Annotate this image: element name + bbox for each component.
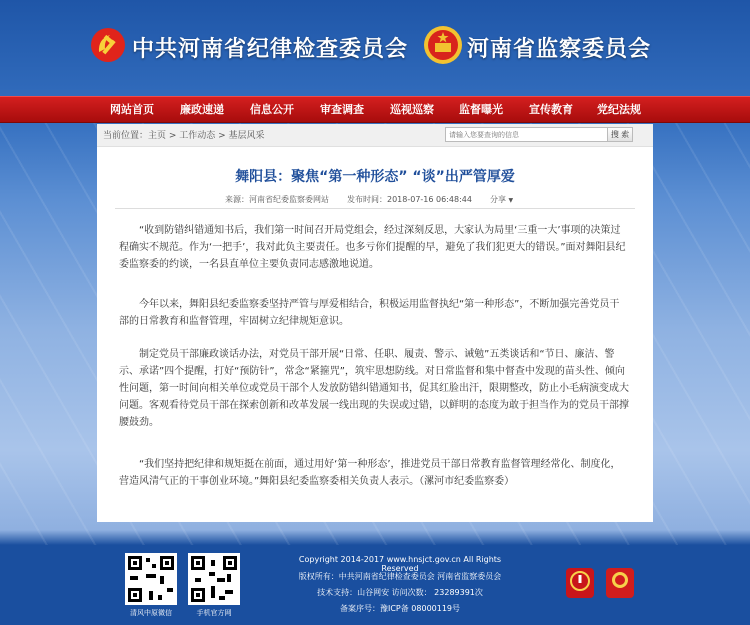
national-emblem-icon: [423, 24, 463, 66]
footer-copyright: Copyright 2014-2017 www.hnsjct.gov.cn All Rights Reserved: [298, 555, 502, 573]
breadcrumb-prefix: 当前位置：: [103, 131, 149, 141]
breadcrumb: [103, 128, 265, 141]
qr-label-mobile: 手机官方网: [196, 609, 232, 617]
article-paragraph: “收到防错纠错通知书后，我们第一时间召开局党组会，经过深刻反思，大家认为局里‘三重一大’事项的决策过程确实不规范。作为‘一把手’，我对此负主要责任。也多亏你们提醒的早，避免了我们犯更大的错误。”面对舞阳县纪委监察委的约谈，一名县直单位主要负责同志感激地说道。: [119, 225, 626, 270]
footer-owner: 版权所有：中共河南省纪律检查委员会 河南省监察委员会: [298, 572, 502, 581]
qr-code-icon: [188, 553, 240, 605]
chevron-down-icon: ▼: [508, 197, 514, 204]
nav-item-inspection[interactable]: 巡视巡察: [390, 103, 434, 116]
breadcrumb-path[interactable]: 主页 > 工作动态 > 基层风采: [148, 131, 265, 141]
search-input[interactable]: [445, 127, 609, 142]
nav-item-disclosure[interactable]: 信息公开: [250, 103, 294, 116]
header-title-right: 河南省监察委员会: [467, 37, 652, 62]
qr-code-icon: [125, 553, 177, 605]
gov-error-icon: [566, 568, 594, 598]
site-header: [0, 0, 750, 96]
gov-badge-right[interactable]: [606, 568, 634, 598]
gov-site-icon: [606, 568, 634, 598]
article-panel: [97, 124, 653, 522]
nav-item-home[interactable]: 网站首页: [110, 103, 154, 116]
nav-item-news[interactable]: 廉政速递: [180, 103, 224, 116]
article-publish-time: 发布时间：2018-07-16 06:48:44: [347, 195, 472, 204]
qr-code-mobile: [188, 553, 240, 605]
footer-support: 技术支持：山谷网安 访问次数： 23289391次: [317, 588, 483, 597]
article-source: 来源：河南省纪委监察委网站: [225, 195, 329, 204]
title-divider: [115, 208, 635, 209]
footer-icp: 备案序号：豫ICP备 08000119号: [339, 604, 461, 613]
breadcrumb-bar: [97, 124, 653, 147]
main-nav: [0, 96, 750, 123]
party-emblem-icon: [90, 27, 126, 63]
nav-item-education[interactable]: 宣传教育: [529, 103, 573, 116]
share-dropdown[interactable]: [490, 194, 513, 205]
article-paragraph: “我们坚持把纪律和规矩挺在前面，通过用好‘第一种形态’，推进党员干部日常教育监督管理经常化、制度化，营造风清气正的干事创业环境。”舞阳县纪委监察委相关负责人表示。（漯河市纪委监察委）: [119, 459, 621, 487]
nav-item-investigation[interactable]: 审查调查: [320, 103, 364, 116]
article-title: 舞阳县：聚焦“第一种形态” “谈”出严管厚爱: [235, 169, 515, 185]
article-paragraph: 今年以来，舞阳县纪委监察委坚持严管与厚爱相结合，积极运用监督执纪“第一种形态”，不断加强完善党员干部的日常教育和监督管理，牢固树立纪律规矩意识。: [119, 299, 620, 327]
search-button[interactable]: 搜 索: [607, 127, 633, 142]
qr-code-wechat: [125, 553, 177, 605]
nav-item-exposure[interactable]: 监督曝光: [459, 103, 503, 116]
gov-badge-left[interactable]: [566, 568, 594, 598]
share-label: 分享: [490, 195, 506, 204]
article-paragraph: 制定党员干部廉政谈话办法，对党员干部开展“日常、任职、履责、警示、诫勉”五类谈话和“节日、廉洁、警示、承诺”四个提醒，打好“预防针”，常念“紧箍咒”，筑牢思想防线。对日常监督和集中督查中发现的苗头性、倾向性问题，第一时间向相关单位或党员干部个人发放防错纠错通知书，促其红脸出汗，限期整改，防止小毛病演变成大问题。客观看待党员干部在探索创新和改革发展一线出现的失误或过错，以鲜明的态度为敢于担当作为的党员干部撑腰鼓劲。: [119, 349, 629, 428]
nav-item-regulations[interactable]: 党纪法规: [597, 103, 641, 116]
qr-label-wechat: 清风中原微信: [130, 609, 172, 617]
header-title-left: 中共河南省纪律检查委员会: [132, 37, 409, 62]
